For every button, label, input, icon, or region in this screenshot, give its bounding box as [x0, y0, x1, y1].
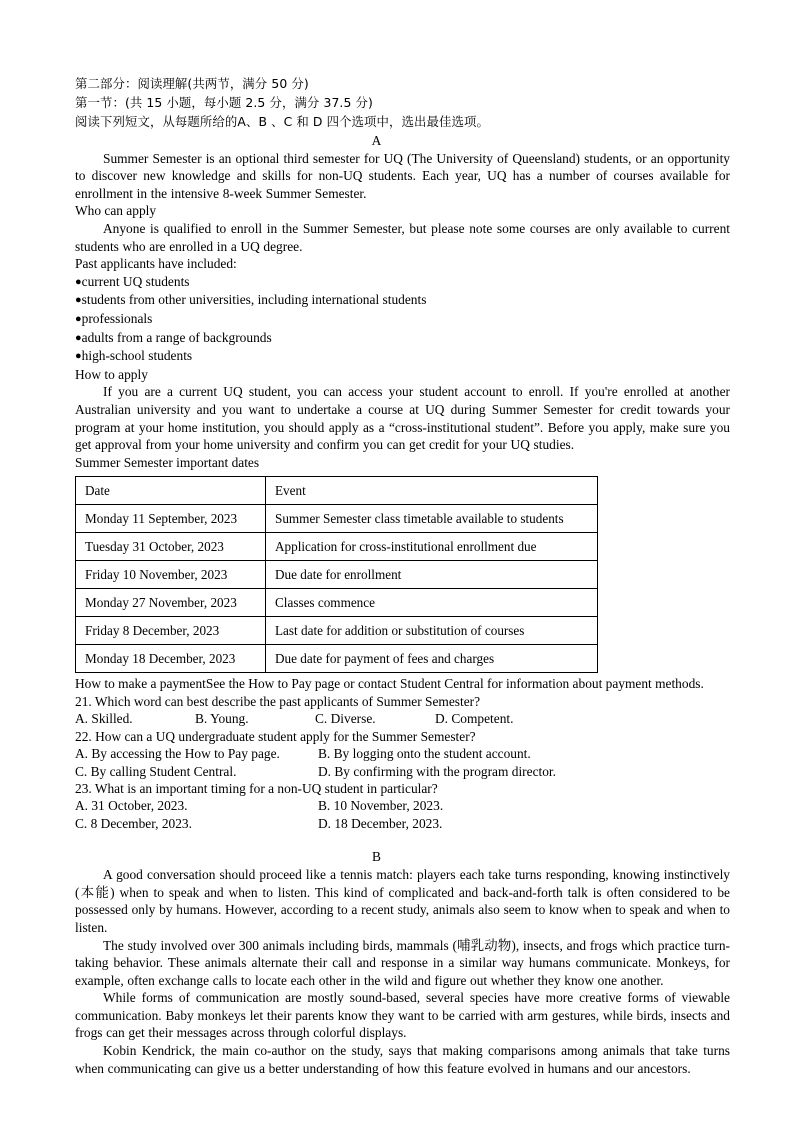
list-item-label: students from other universities, including international students	[81, 292, 427, 308]
question-22-options-row-2	[75, 763, 730, 780]
table-row	[76, 505, 598, 533]
important-dates-table	[75, 476, 598, 673]
table-header-row	[76, 477, 598, 505]
cell-date: Tuesday 31 October, 2023	[76, 533, 266, 561]
option-d[interactable]: D. 18 December, 2023.	[318, 815, 443, 831]
cell-event: Summer Semester class timetable available to students	[266, 505, 598, 533]
table-row	[76, 589, 598, 617]
option-a[interactable]: A. Skilled.	[75, 711, 133, 727]
question-23-options-row-1	[75, 797, 730, 814]
question-23-options-row-2	[75, 815, 730, 832]
table-row	[76, 561, 598, 589]
passage-a-letter: A	[371, 132, 382, 148]
instruction-heading: 阅读下列短文，从每题所给的A、B 、C 和 D 四个选项中，选出最佳选项。	[75, 114, 489, 130]
section-heading: 第一节：(共 15 小题，每小题 2.5 分，满分 37.5 分)	[75, 95, 373, 111]
bullet-icon: ●	[75, 350, 82, 363]
passage-a-para-2: Anyone is qualified to enroll in the Summer Semester, but please note some courses are only available to current students who are enrolled in a UQ degree.	[75, 220, 730, 254]
list-item	[75, 291, 730, 310]
column-header-date: Date	[76, 477, 266, 505]
cell-date: Monday 11 September, 2023	[76, 505, 266, 533]
question-22-stem: 22. How can a UQ undergraduate student apply for the Summer Semester?	[75, 728, 476, 744]
list-item-label: current UQ students	[81, 273, 190, 289]
passage-b-para-1: A good conversation should proceed like a tennis match: players each take turns responding, knowing instinctively (本能) when to speak and when to listen. This kind of complicated and back-and-forth talk is often considered to be possessed only by humans. However, according to a recent study, animals also seem to know when to speak and when to listen.	[75, 867, 730, 935]
option-c[interactable]: C. By calling Student Central.	[75, 763, 237, 779]
option-b[interactable]: B. 10 November, 2023.	[318, 798, 444, 814]
option-d[interactable]: D. Competent.	[435, 711, 514, 727]
column-header-event: Event	[266, 477, 598, 505]
table-row	[76, 533, 598, 561]
passage-b-para-2: The study involved over 300 animals including birds, mammals (哺乳动物), insects, and frogs which practice turn-taking behavior. These animals alternate their call and response in a similar way humans communicate. Monkeys, for example, often exchange calls to locate each other in the wild and figure out whether they know one another.	[75, 937, 730, 988]
question-23-stem: 23. What is an important timing for a non-UQ student in particular?	[75, 780, 438, 796]
passage-a-para-1: Summer Semester is an optional third semester for UQ (The University of Queensland) students, or an opportunity to discover new knowledge and skills for non-UQ students. Each year, UQ has a number of courses available for enrollment in the intensive 8-week Summer Semester.	[75, 150, 730, 201]
list-item	[75, 310, 730, 329]
option-b[interactable]: B. By logging onto the student account.	[318, 746, 531, 762]
list-item	[75, 329, 730, 348]
bullet-icon: ●	[75, 331, 82, 344]
cell-date: Friday 8 December, 2023	[76, 617, 266, 645]
option-a[interactable]: A. By accessing the How to Pay page.	[75, 746, 280, 762]
bullet-icon: ●	[75, 312, 82, 325]
cell-event: Last date for addition or substitution of courses	[266, 617, 598, 645]
list-item-label: adults from a range of backgrounds	[81, 329, 272, 345]
question-22-options-row-1	[75, 745, 730, 762]
cell-event: Due date for payment of fees and charges	[266, 645, 598, 673]
section-spacer	[75, 832, 730, 848]
bullet-icon: ●	[75, 294, 82, 307]
cell-event: Due date for enrollment	[266, 561, 598, 589]
list-item-label: professionals	[81, 310, 153, 326]
payment-note: How to make a paymentSee the How to Pay page or contact Student Central for information about payment methods.	[75, 676, 704, 692]
cell-event: Classes commence	[266, 589, 598, 617]
cell-date: Monday 27 November, 2023	[76, 589, 266, 617]
passage-a-para-3: If you are a current UQ student, you can access your student account to enroll. If you're enrolled at another Australian university and you want to undertake a course at UQ during Summer Semester for credit towards your program at your home institution, you should apply as a “cross-institutional student”. Before you apply, make sure you get approval from your home university and confirm you can get credit for your UQ studies.	[75, 384, 730, 453]
passage-a-heading-who: Who can apply	[75, 203, 157, 219]
passage-b-letter: B	[372, 849, 381, 865]
cell-event: Application for cross-institutional enrollment due	[266, 533, 598, 561]
table-row	[76, 645, 598, 673]
option-c[interactable]: C. Diverse.	[315, 711, 376, 727]
option-d[interactable]: D. By confirming with the program director.	[318, 763, 557, 779]
list-item-label: high-school students	[81, 348, 193, 364]
bullet-icon: ●	[75, 275, 82, 288]
list-item	[75, 273, 730, 292]
cell-date: Friday 10 November, 2023	[76, 561, 266, 589]
passage-a-past-applicants-label: Past applicants have included:	[75, 256, 237, 272]
option-c[interactable]: C. 8 December, 2023.	[75, 815, 192, 831]
question-21-options	[75, 710, 730, 727]
question-21-stem: 21. Which word can best describe the past applicants of Summer Semester?	[75, 693, 481, 709]
dates-table-caption: Summer Semester important dates	[75, 454, 260, 470]
cell-date: Monday 18 December, 2023	[76, 645, 266, 673]
list-item	[75, 347, 730, 366]
passage-a-heading-how: How to apply	[75, 366, 148, 382]
passage-b-para-3: While forms of communication are mostly sound-based, several species have more creative forms of viewable communication. Baby monkeys let their parents know they want to be carried with arm gestures, while birds, insects and frogs can get their messages across through colorful displays.	[75, 990, 730, 1041]
table-row	[76, 617, 598, 645]
part-heading: 第二部分：阅读理解(共两节，满分 50 分)	[75, 76, 309, 91]
option-a[interactable]: A. 31 October, 2023.	[75, 798, 188, 814]
passage-b-para-4: Kobin Kendrick, the main co-author on the study, says that making comparisons among animals that take turns when communicating can give us a better understanding of how this feature evolved in humans and our ancestors.	[75, 1043, 730, 1076]
option-b[interactable]: B. Young.	[195, 711, 249, 727]
